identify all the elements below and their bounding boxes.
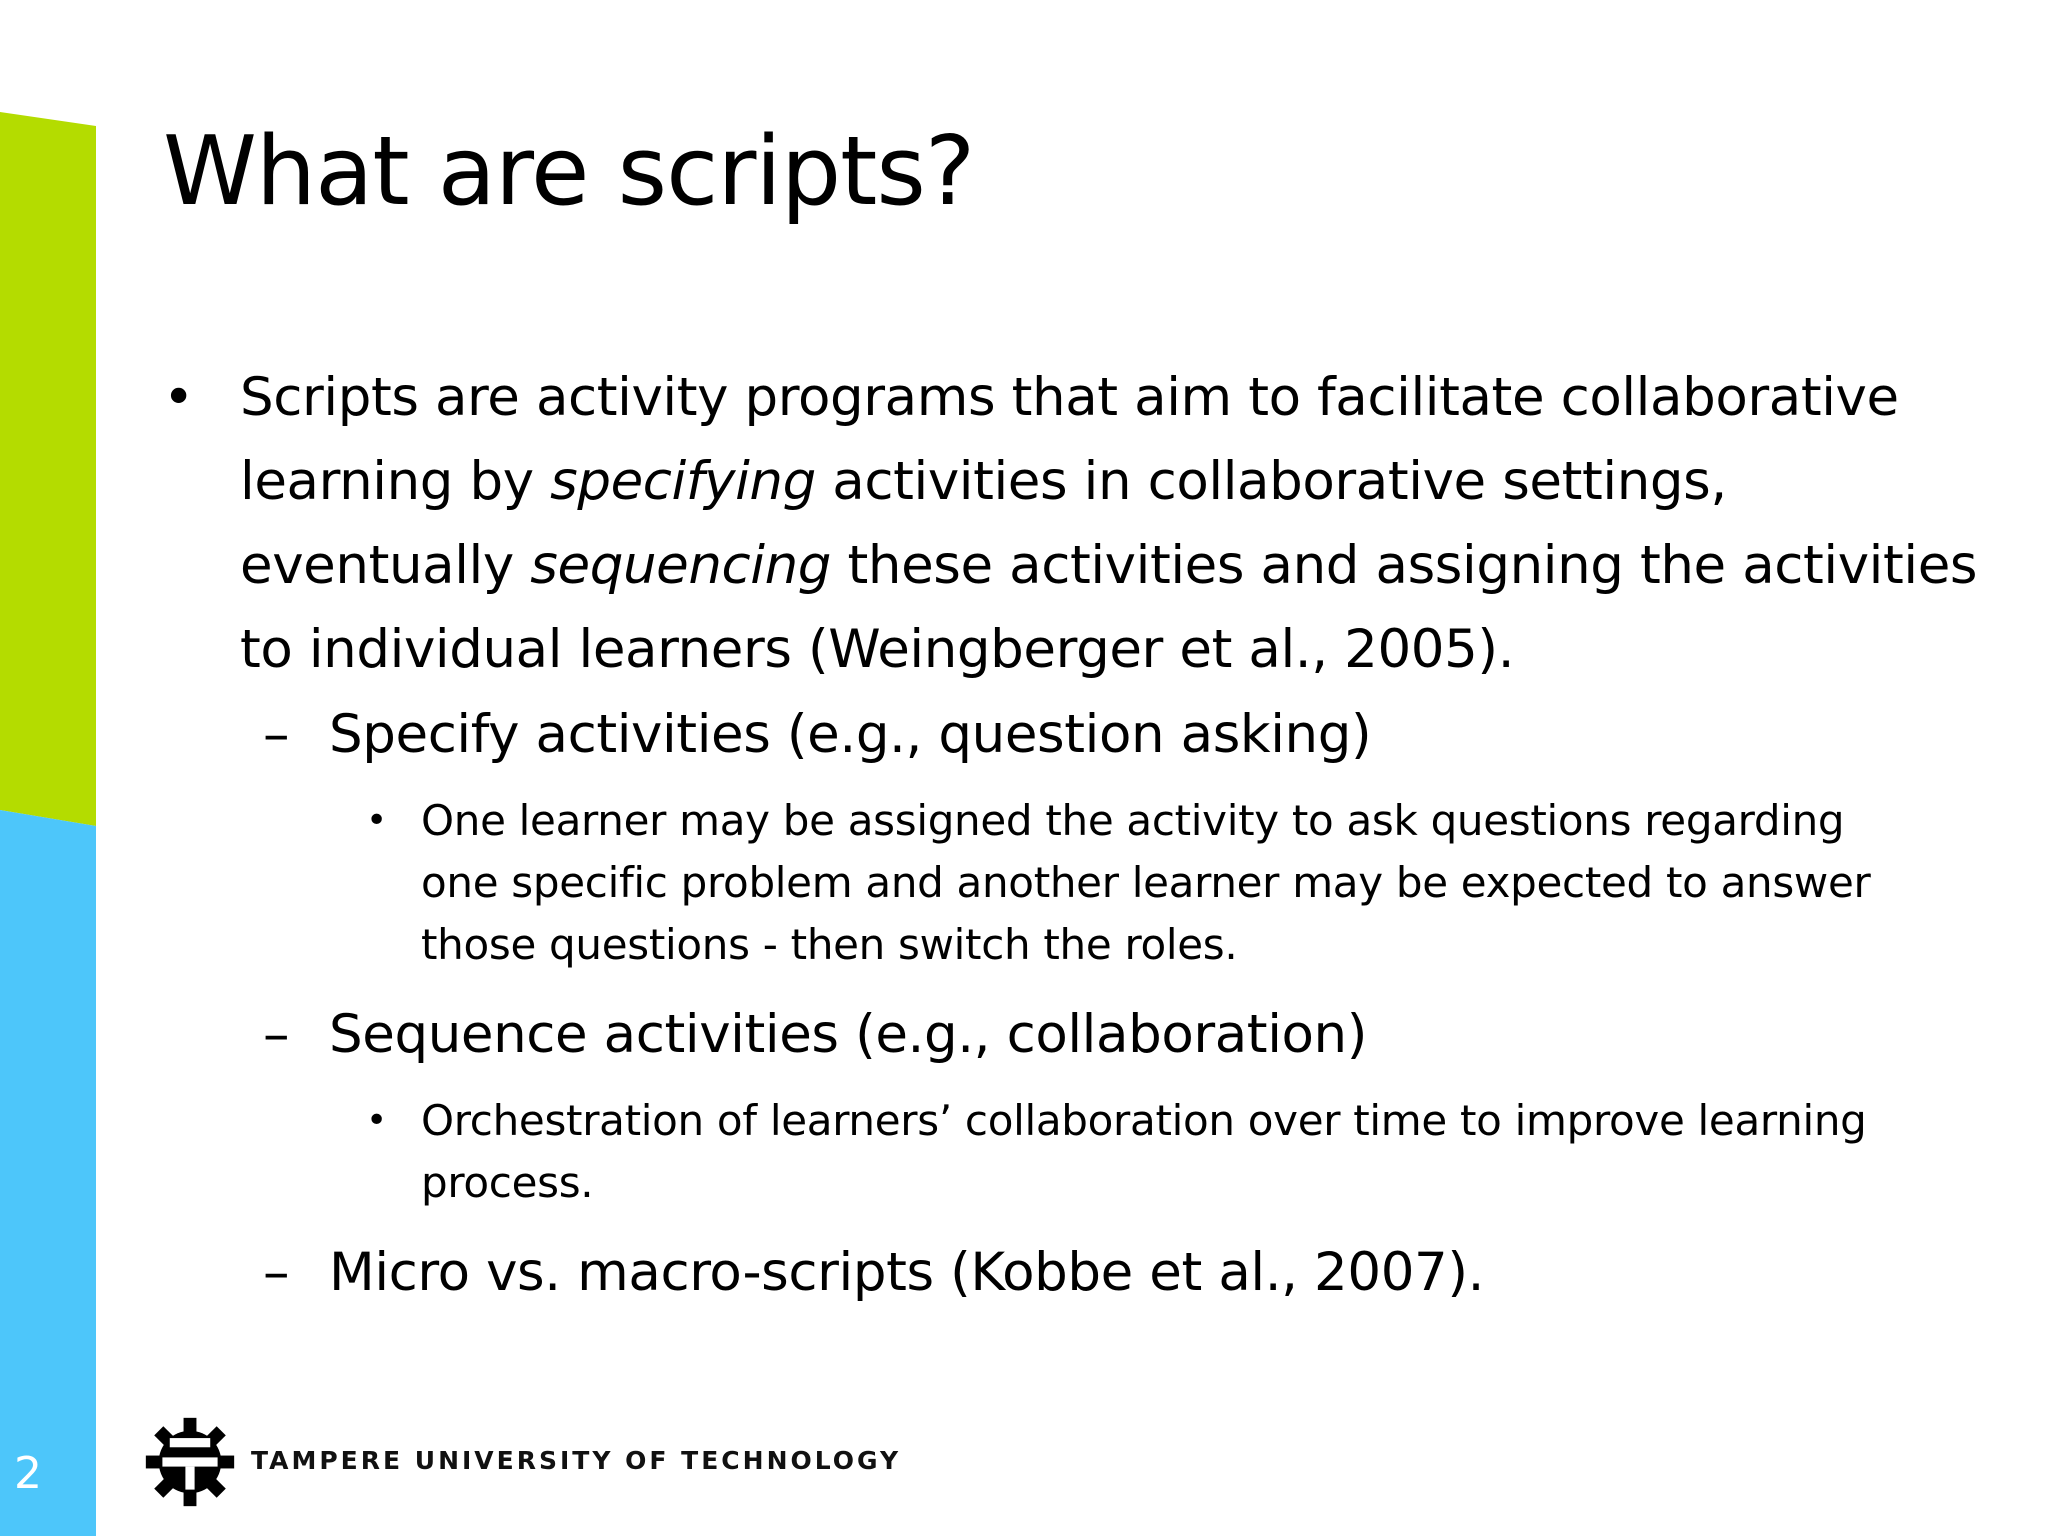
detail-bullet-sequence — [366, 1090, 1921, 1214]
dash-marker: – — [263, 1004, 290, 1065]
main-bullet — [163, 356, 2003, 692]
sub-bullet-sequence-text: Sequence activities (e.g., collaboration) — [329, 1004, 1368, 1065]
detail-bullet-specify-text: One learner may be assigned the activity to ask questions regarding one specific problem and another learner may be expected to answer those questions - then switch the roles. — [421, 796, 1871, 969]
sub-bullet-specify-text: Specify activities (e.g., question asking) — [329, 704, 1372, 765]
green-bar-segment — [0, 112, 96, 826]
slide-number: 2 — [14, 1448, 42, 1499]
slide-title: What are scripts? — [163, 117, 975, 227]
sub-bullet-specify — [263, 694, 2003, 776]
dash-marker: – — [263, 1242, 290, 1303]
detail-bullet-specify — [366, 790, 1921, 976]
main-bullet-text-3: these activities and assigning the activities to individual learners (Weingberger et al., 2005). — [240, 535, 1978, 680]
dash-marker: – — [263, 704, 290, 765]
main-bullet-text-1: Scripts are activity programs that aim to facilitate collaborative learning by — [240, 367, 1899, 512]
sub-bullet-sequence — [263, 994, 2003, 1076]
sub-bullet-micro-text: Micro vs. macro-scripts (Kobbe et al., 2007). — [329, 1242, 1485, 1303]
main-bullet-text-2: activities in collaborative settings, eventually — [240, 451, 1727, 596]
slide-content — [163, 356, 2003, 1314]
main-bullet-emphasis-sequencing: sequencing — [530, 535, 832, 596]
detail-bullet-sequence-text: Orchestration of learners’ collaboration over time to improve learning process. — [421, 1096, 1867, 1207]
bullet-marker: • — [366, 800, 387, 841]
university-name: TAMPERE UNIVERSITY OF TECHNOLOGY — [251, 1446, 902, 1475]
main-bullet-emphasis-specifying: specifying — [550, 451, 816, 512]
bullet-marker: • — [163, 367, 194, 428]
side-color-bar — [0, 0, 96, 1536]
blue-bar-segment — [0, 810, 96, 1536]
sub-bullet-micro — [263, 1232, 2003, 1314]
bullet-marker: • — [366, 1100, 387, 1141]
gear-logo-icon — [144, 1416, 236, 1508]
